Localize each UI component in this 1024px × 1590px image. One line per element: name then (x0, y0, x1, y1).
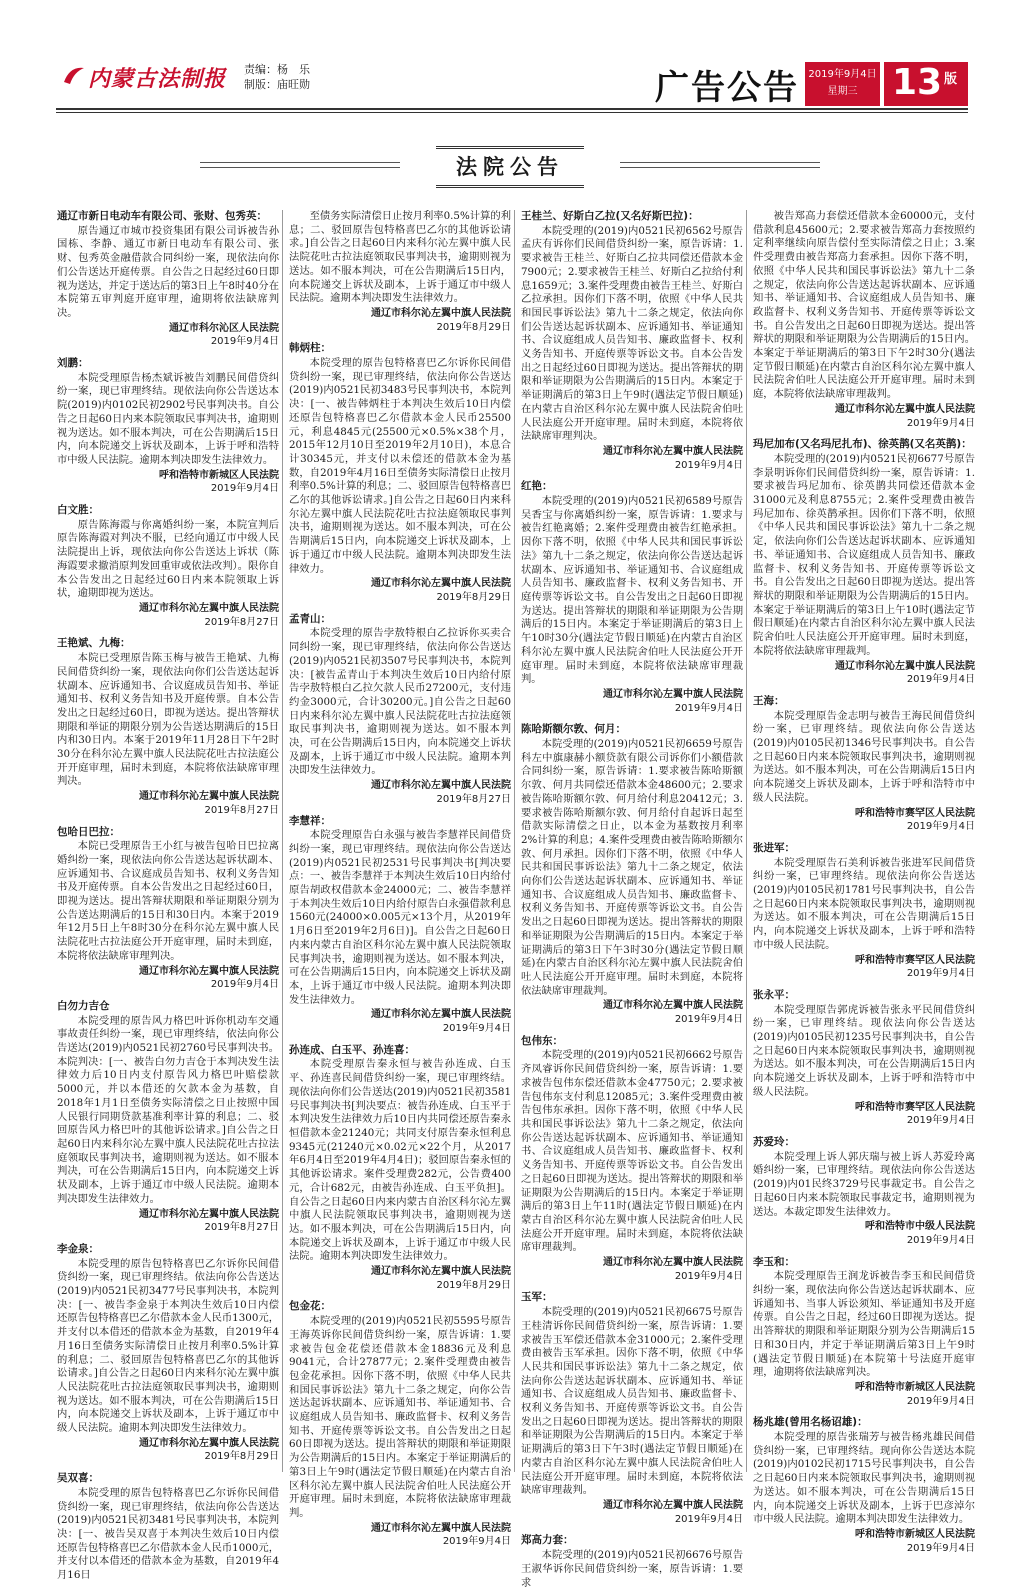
notice-body: 本院受理的(2019)内0521民初6677号原告李景明诉你们民间借贷纠纷一案，原告诉请：1.要求被告玛尼加布、徐英鹊共同偿还借款本金31000元及利息8755元；2.案件受理费由被告玛尼加布、徐英鹊承担。因你们下落不明，依照《中华人民共和国民事诉讼法》第九十二条之规定，依法向你们公告送达起诉状副本、应诉通知书、举证通知书、合议庭组成人员告知书、廉政监督卡、权利义务告知书、开庭传票等诉讼文书。自公告发出之日起60日即视为送达。提出答辩状的期限和举证期限为公告期满后的15日内。本案定于举证期满后的第3日上午10时(遇法定节假日顺延)在内蒙古自治区科尔沁左翼中旗人民法院舍伯吐人民法庭公开开庭审理。届时未到庭，本院将依法缺席审理裁判。 (753, 452, 975, 657)
notice-addressee: 包伟东： (521, 1034, 563, 1047)
court-notice (521, 1291, 743, 1526)
notice-body: 本院受理的(2019)内0521民初6562号原告孟庆有诉你们民间借贷纠纷一案，原告诉请：1.要求被告王桂兰、好斯白乙拉共同偿还借款本金7900元；2.要求被告王桂兰、好斯白乙拉给付利息1659元；3.案件受理费由被告王桂兰、好斯白乙拉承担。因你们下落不明，依照《中华人民共和国民事诉讼法》第九十二条之规定，依法向你们公告送达起诉状副本、应诉通知书、举证通知书、合议庭组成人员告知书、廉政监督卡、权利义务告知书、开庭传票等诉讼文书。自本公告发出之日起经过60日即视为送达。提出答辩状的期限和举证期限为公告期满后的15日内。本案定于举证期满后的第3日上午9时(遇法定节假日顺延)在内蒙古自治区科尔沁左翼中旗人民法院舍伯吐人民法庭公开开庭审理。届时未到庭，本院将依法缺席审理判决。 (521, 224, 743, 443)
issuing-court: 通辽市科尔沁区人民法院 (169, 322, 279, 334)
banner-ornament-right (620, 162, 820, 168)
notice-date: 2019年9月4日 (906, 821, 975, 833)
column-divider (746, 210, 747, 1472)
issuing-court: 通辽市科尔沁左翼中旗人民法院 (371, 780, 511, 792)
issuing-court: 呼和浩特市新城区人民法院 (855, 1528, 975, 1540)
notice-body: 原告通辽市城市投资集团有限公司诉被告孙国栋、李静、通辽市新日电动车有限公司、张财、包秀英金融借款合同纠纷一案，现依法向你们公告送达开庭传票。自公告之日起经过60日即视为送达，并定于送达后的第3日上午8时40分在本院第五审判庭开庭审理，逾期将依法缺席判决。 (57, 224, 279, 319)
notice-addressee: 李金泉： (57, 1242, 99, 1255)
court-notice (753, 989, 975, 1128)
notice-addressee: 李玉和： (753, 1255, 795, 1268)
page-suffix: 版 (944, 72, 958, 87)
notice-addressee: 陈哈斯额尔敦、何月： (521, 723, 626, 736)
section-banner (436, 146, 584, 188)
court-notice (521, 1035, 743, 1284)
court-notice (753, 210, 975, 430)
notice-body: 被告郑高力套偿还借款本金60000元，支付借款利息45600元；2.要求被告郑高力套按照约定利率继续向原告偿付至实际清偿之日止；3.案件受理费由被告郑高力套承担。因你下落不明，依照《中华人民共和国民事诉讼法》第九十二条之规定，依法向你公告送达起诉状副本、应诉通知书、举证通知书、合议庭组成人员告知书、廉政监督卡、权利义务告知书、开庭传票等诉讼文书。自公告发出之日起60日即视为送达。提出答辩状的期限和举证期限为公告期满后的15日内。本案定于举证期满后的第3日下午2时30分(遇法定节假日顺延)在内蒙古自治区科尔沁左翼中旗人民法院舍伯吐人民法庭公开开庭审理。届时未到庭，本院将依法缺席审理裁判。 (753, 210, 975, 401)
notice-body: 本院受理的原告包特格喜巴乙尔诉你民间借贷纠纷一案，现已审理终结。依法向你公告送达(2019)内0521民初3477号民事判决书，本院判决：[一、被告李金泉于本判决生效后10日内偿还原告包特格喜巴乙尔借款本金人民币1300元，并支付以本借还的借款本金为基数，自2019年4月16日至债务实际清偿日止按月利率0.5%计算的利息；二、驳回原告包特格喜巴乙尔的其他诉讼请求。]自公告之日起60日内来科尔沁左翼中旗人民法院花吐古拉法庭领取民事判决书，逾期则视为送达。如不服本判决，可在公告期满后15日内，向本院递交上诉状及副本，上诉于通辽市中级人民法院。逾期本判决即发生法律效力。 (57, 1257, 279, 1435)
court-notice (521, 480, 743, 715)
notice-date: 2019年9月4日 (674, 1014, 743, 1026)
newspaper-logo: 内蒙古法制报 (88, 67, 227, 92)
notice-addressee: 郑高力套： (521, 1534, 574, 1547)
notice-addressee: 王艳斌、九梅： (57, 637, 131, 650)
court-notice (289, 1300, 511, 1549)
issuing-court: 通辽市科尔沁左翼中旗人民法院 (603, 1257, 743, 1269)
court-notice (289, 815, 511, 1036)
court-notice (289, 1044, 511, 1293)
issuing-court: 通辽市科尔沁左翼中旗人民法院 (603, 1000, 743, 1012)
issuing-court: 通辽市科尔沁左翼中旗人民法院 (139, 965, 279, 977)
court-notice (289, 210, 511, 334)
court-notice (57, 637, 279, 817)
header-rule-thin (56, 112, 968, 113)
court-notice (57, 1243, 279, 1464)
notice-addressee: 杨兆雄(曾用名杨诏雄)： (753, 1416, 868, 1429)
notice-addressee: 王桂兰、好斯白乙拉(又名好斯巴拉)： (521, 210, 699, 222)
issuing-court: 通辽市科尔沁左翼中旗人民法院 (139, 1208, 279, 1220)
notice-date: 2019年8月27日 (204, 804, 279, 816)
notice-body: 本院受理的原告风力格巴叶诉你机动车交通事故责任纠纷一案，现已审理终结，依法向你公告送达(2019)内0521民初2760号民事判决书。本院判决：[一、被告白勿力吉仓于本判决发生法律效力后10日内支付原告风力格巴叶赔偿款5000元，并以本借还的欠款本金为基数，自2018年1月1日至债务实际清偿之日止按照中国人民银行同期贷款基准利率计算的利息；二、驳回原告风力格巴叶的其他诉讼请求。]自公告之日起60日内来科尔沁左翼中旗人民法院花吐古拉法庭领取民事判决书，逾期则视为送达。如不服本判决，可在公告期满后15日内，向本院递交上诉状及副本，上诉于通辽市中级人民法院。逾期本判决即发生法律效力。 (57, 1014, 279, 1205)
issuing-court: 通辽市科尔沁左翼中旗人民法院 (603, 688, 743, 700)
notice-date: 2019年9月4日 (210, 483, 279, 495)
issuing-court: 呼和浩特市中级人民法院 (865, 1221, 975, 1233)
issue-date: 2019年9月4日 (808, 69, 877, 80)
notice-body: 本院受理原告石美利诉被告张进军民间借贷纠纷一案，已审理终结。现依法向你公告送达(2019)内0105民初1781号民事判决书，自公告之日起60日内来本院领取民事判决书，逾期则视为送达。如不服本判决，可在公告期满后15日内，向本院递交上诉状及副本，上诉于呼和浩特市中级人民法院。 (753, 856, 975, 951)
notice-date: 2019年8月29日 (436, 1279, 511, 1291)
notice-date: 2019年9月4日 (906, 1115, 975, 1127)
court-notice (753, 1256, 975, 1409)
notice-date: 2019年8月27日 (436, 793, 511, 805)
column-divider (514, 210, 515, 1472)
court-notice (753, 695, 975, 834)
issuing-court: 通辽市科尔沁左翼中旗人民法院 (603, 445, 743, 457)
page-number: 13 (892, 62, 943, 103)
notice-body: 本院受理的原告孛敖特根白乙拉诉你买卖合同纠纷一案，现已审理终结，依法向你公告送达(2019)内0521民初3507号民事判决书，本院判决：[被告孟青山于本判决生效后10日内给付原告孛敖特根白乙拉欠款人民币27200元，支付违约金3000元，合计30200元。]自公告之日起60日内来科尔沁左翼中旗人民法院花吐古拉法庭领取民事判决书，逾期则视为送达。如不服本判决，可在公告期满后15日内，向本院递交上诉状及副本，上诉于通辽市中级人民法院。逾期本判决即发生法律效力。 (289, 627, 511, 777)
court-notice (57, 1472, 279, 1583)
notice-addressee: 包哈日巴拉： (57, 825, 120, 838)
notice-body: 本院受理上诉人郭庆瑞与被上诉人苏爱玲离婚纠纷一案，已审理终结。现依法向你公告送达(2019)内01民终3729号民事裁定书。自公告之日起60日内来本院领取民事裁定书，逾期则视为送达。本裁定即发生法律效力。 (753, 1150, 975, 1218)
notice-body: 本院已受理原告王小红与被告包哈日巴拉离婚纠纷一案，现依法向你公告送达起诉状副本、应诉通知书、合议庭成员告知书、权利义务告知书及开庭传票。自本公告发出之日起经过60日，即视为送达。提出答辩状期限和举证期限分别为公告送达期满后的15日和30日内。本案于2019年12月5日上午8时30分在科尔沁左翼中旗人民法院花吐古拉法庭公开开庭审理，届时未到庭，本院将依法缺席审理判决。 (57, 840, 279, 962)
court-notice (521, 1534, 743, 1590)
notice-addressee: 玉军： (521, 1291, 553, 1304)
notice-date: 2019年8月29日 (204, 1451, 279, 1463)
court-notice (521, 210, 743, 472)
issuing-court: 通辽市科尔沁左翼中旗人民法院 (835, 403, 975, 415)
notice-body: 原告陈海霞与你离婚纠纷一案，本院宣判后原告陈海霞对判决不服，已经向通辽市中级人民法院提出上诉，现依法向你公告送达上诉状（陈海霞要求撤消原判发回重审或依法改判）。限你自本公告发出之日起经过60日内来本院领取上诉状，逾期即视为送达。 (57, 518, 279, 600)
issuing-court: 通辽市科尔沁左翼中旗人民法院 (603, 1499, 743, 1511)
notice-date: 2019年9月4日 (906, 1234, 975, 1246)
designer: 制版：庙旺勋 (244, 78, 310, 91)
issuing-court: 通辽市科尔沁左翼中旗人民法院 (371, 1522, 511, 1534)
notice-addressee: 包金花： (289, 1300, 331, 1313)
notice-date: 2019年9月4日 (442, 1536, 511, 1548)
notice-date: 2019年9月4日 (906, 674, 975, 686)
issuing-court: 通辽市科尔沁左翼中旗人民法院 (371, 307, 511, 319)
notice-date: 2019年9月4日 (674, 459, 743, 471)
notice-body: 本院受理原告杨杰斌诉被告刘鹏民间借贷纠纷一案，现已审理终结。现依法向你公告送达本院(2019)内0102民初2902号民事判决书。自公告之日起60日内来本院领取民事判决书，逾期则视为送达。如不服本判决，可在公告期满后15日内，向本院递交上诉状及副本，上诉于呼和浩特市中级人民法院。逾期本判决即发生法律效力。 (57, 371, 279, 466)
notice-addressee: 孟青山： (289, 612, 331, 625)
banner-title: 法院公告 (456, 155, 564, 179)
court-notice (57, 504, 279, 629)
notice-addressee: 王海： (753, 694, 785, 707)
issuing-court: 呼和浩特市赛罕区人民法院 (855, 807, 975, 819)
notice-addressee: 韩炳柱： (289, 342, 331, 355)
notice-date: 2019年9月4日 (906, 417, 975, 429)
notice-body: 本院已受理原告陈玉梅与被告王艳斌、九梅民间借贷纠纷一案，现依法向你们公告送达起诉状副本、应诉通知书、合议庭成员告知书、举证通知书、权利义务告知书及开庭传票。自本公告发出之日起经过60日，即视为送达。提出答辩状期限和举证的期限分别为公告送达期满后的15日内和30日内。本案于2019年11月28日下午2时30分在科尔沁左翼中旗人民法院花吐古拉法庭公开开庭审理，届时未到庭，本院将依法缺席审理判决。 (57, 652, 279, 788)
notice-body: 本院受理的原告包特格喜巴乙尔诉你民间借贷纠纷一案，现已审理终结，依法向你公告送达(2019)内0521民初3483号民事判决书，本院判决：[一、被告韩炳柱于本判决生效后10日内偿还原告包特格喜巴乙尔借款本金人民币25500元，利息4845元(25500元×0.5%×38个月，2015年12月10日至2019年2月10日)，本息合计30345元，并支付以未偿还的借款本金为基数，自2019年4月16日至债务实际清偿日止按月利率0.5%计算的利息；二、驳回原告包特格喜巴乙尔的其他诉讼请求。]自公告之日起60日内来科尔沁左翼中旗人民法院花吐古拉法庭领取民事判决书，逾期则视为送达。如不服本判决，可在公告期满后15日内，向本院递交上诉状及副本，上诉于通辽市中级人民法院。逾期本判决即发生法律效力。 (289, 357, 511, 575)
notice-date: 2019年9月4日 (674, 1513, 743, 1525)
notice-column-3 (521, 210, 743, 1589)
court-notice (57, 826, 279, 992)
masthead (0, 0, 1024, 125)
banner-ornament-left (200, 162, 400, 168)
notice-date: 2019年9月4日 (442, 1023, 511, 1035)
notice-body: 本院受理的(2019)内0521民初6589号原告吴香宝与你离婚纠纷一案，原告诉请：1.要求与被告红艳离婚；2.案件受理费由被告红艳承担。因你下落不明，依照《中华人民共和国民事诉讼法》第九十二条之规定，依法向你公告送达起诉状副本、应诉通知书、举证通知书、合议庭组成人员告知书、廉政监督卡、权利义务告知书、开庭传票等诉讼文书。自公告发出之日起60日即视为送达。提出答辩状的期限和举证期限为公告期满后的15日内。本案定于举证期满后的第3日上午10时30分(遇法定节假日顺延)在内蒙古自治区科尔沁左翼中旗人民法院舍伯吐人民法庭公开开庭审理。届时未到庭，本院将依法缺席审理裁判。 (521, 495, 743, 686)
notice-body: 本院受理原告白永强与被告李慧祥民间借贷纠纷一案，现已审理终结。现依法向你公告送达(2019)内0521民初2531号民事判决书[判决要点：一、被告李慧祥于本判决生效后10日内给付原告胡政权借款本金24000元；二、被告李慧祥于本判决生效后10日内给付原告白永强借款利息1560元(24000×0.005元×13个月，从2019年1月6日至2019年2月6日)]。自公告之日起60日内来内蒙古自治区科尔沁左翼中旗人民法院领取民事判决书，逾期则视为送达。如不服本判决，可在公告期满后15日内，向本院递交上诉状及副本，上诉于通辽市中级人民法院。逾期本判决即发生法律效力。 (289, 829, 511, 1006)
editor-credits (244, 62, 310, 92)
notice-date: 2019年9月4日 (674, 702, 743, 714)
issuing-court: 通辽市科尔沁左翼中旗人民法院 (835, 660, 975, 672)
notice-column-2 (289, 210, 511, 1548)
notice-column-4 (753, 210, 975, 1554)
issuing-court: 呼和浩特市新城区人民法院 (159, 469, 279, 481)
notice-addressee: 刘鹏： (57, 357, 89, 370)
issuing-court: 通辽市科尔沁左翼中旗人民法院 (371, 578, 511, 590)
notice-body: 本院受理的原告张瑞芳与被告杨兆雄民间借贷纠纷一案，已审理终结。现向你公告送达本院(2019)内0102民初1715号民事判决书，自公告之日起60日内来本院领取民事判决书，逾期则视为送达。如不服本判决，可在公告期满后15日内，向本院递交上诉状及副本，上诉于巴彦淖尔市中级人民法院。逾期本判决即发生法律效力。 (753, 1431, 975, 1526)
notice-addressee: 苏爱玲： (753, 1136, 795, 1148)
notice-date: 2019年9月4日 (210, 336, 279, 348)
notice-addressee: 白勿力吉仓 (57, 999, 110, 1012)
notice-body: 本院受理原告郭虎诉被告张永平民间借贷纠纷一案，已审理终结。现依法向你公告送达(2019)内0105民初1235号民事判决书，自公告之日起60日内来本院领取民事判决书，逾期则视为送达。如不服本判决，可在公告期满后15日内向本院递交上诉状及副本，上诉于呼和浩特市中级人民法院。 (753, 1003, 975, 1098)
issuing-court: 通辽市科尔沁左翼中旗人民法院 (371, 1266, 511, 1278)
notice-date: 2019年9月4日 (674, 1270, 743, 1282)
issuing-court: 通辽市科尔沁左翼中旗人民法院 (139, 602, 279, 614)
notice-date: 2019年8月27日 (204, 1222, 279, 1234)
page-number-box (884, 62, 968, 106)
section-title: 广告公告 (655, 68, 799, 108)
notice-date: 2019年9月4日 (906, 1542, 975, 1554)
notice-date: 2019年9月4日 (210, 979, 279, 991)
issuing-court: 通辽市科尔沁左翼中旗人民法院 (371, 1009, 511, 1021)
issuing-court: 呼和浩特市赛罕区人民法院 (855, 1101, 975, 1113)
court-notice (753, 1136, 975, 1248)
notice-addressee: 红艳： (521, 480, 553, 493)
court-notice (289, 613, 511, 807)
notice-addressee: 吴双喜： (57, 1472, 99, 1485)
issuing-court: 通辽市科尔沁左翼中旗人民法院 (139, 1437, 279, 1449)
notice-addressee: 张永平： (753, 988, 795, 1001)
notice-body: 本院受理的(2019)内0521民初6659号原告科左中旗康赫小额贷款有限公司诉你们小额借款合同纠纷一案，原告诉请：1.要求被告陈哈斯额尔敦、何月共同偿还借款本金48600元；2.要求被告陈哈斯额尔敦、何月给付利息20412元；3.要求被告陈哈斯额尔敦、何月给付自起诉日起至借款实际清偿之日止，以本金为基数按月利率2%计算的利息；4.案件受理费由被告陈哈斯额尔敦、何月承担。因你们下落不明，依照《中华人民共和国民事诉讼法》第九十二条之规定，依法向你们公告送达起诉状副本、应诉通知书、举证通知书、合议庭组成人员告知书、廉政监督卡、权利义务告知书、开庭传票等诉讼文书。自公告发出之日起60日即视为送达。提出答辩状的期限和举证期限为公告期满后的15日内。本案定于举证期满后的第3日下午3时30分(遇法定节假日顺延)在内蒙古自治区科尔沁左翼中旗人民法院舍伯吐人民法庭公开开庭审理。届时未到庭，本院将依法缺席审理裁判。 (521, 738, 743, 997)
notice-body: 本院受理的(2019)内0521民初5595号原告王海英诉你民间借贷纠纷一案，原告诉请：1.要求被告包金花偿还借款本金18836元及利息9041元，合计27877元；2.案件受理费由被告包金花承担。因你下落不明，依照《中华人民共和国民事诉讼法》第九十二条之规定，向你公告送达起诉状副本、应诉通知书、举证通知书、合议庭组成人员告知书、廉政监督卡、权利义务告知书、开庭传票等诉讼文书。自公告发出之日起60日即视为送达。提出答辩状的期限和举证期限为公告期满后的15日内。本案定于举证期满后的第3日上午9时(遇法定节假日顺延)在内蒙古自治区科尔沁左翼中旗人民法院舍伯吐人民法庭公开开庭审理。届时未到庭，本院将依法缺席审理裁判。 (289, 1315, 511, 1519)
notice-date: 2019年9月4日 (906, 1395, 975, 1407)
notice-addressee: 白文胜： (57, 504, 99, 517)
notice-addressee: 通辽市新日电动车有限公司、张财、包秀英： (57, 210, 267, 222)
notice-column-1 (57, 210, 279, 1582)
notice-body: 至债务实际清偿日止按月利率0.5%计算的利息；二、驳回原告包特格喜巴乙尔的其他诉讼请求。]自公告之日起60日内来科尔沁左翼中旗人民法院花吐古拉法庭领取民事判决书，逾期则视为送达。如不服本判决，可在公告期满后15日内，向本院递交上诉状及副本，上诉于通辽市中级人民法院。逾期本判决即发生法律效力。 (289, 210, 511, 305)
notice-body: 本院受理原告金志明与被告王海民间借贷纠纷一案，已审理终结。现依法向你公告送达(2019)内0105民初1346号民事判决书。自公告之日起60日内来本院领取民事判决书，逾期则视为送达。如不服本判决，可在公告期满后15日内向本院递交上诉状及副本，上诉于呼和浩特市中级人民法院。 (753, 709, 975, 804)
notice-date: 2019年8月29日 (436, 591, 511, 603)
notice-addressee: 李慧祥： (289, 814, 331, 827)
newspaper-logo-icon (62, 64, 86, 86)
notice-date: 2019年9月4日 (906, 968, 975, 980)
notice-date: 2019年8月29日 (436, 321, 511, 333)
notice-addressee: 孙连成、白玉平、孙连喜： (289, 1043, 415, 1056)
notice-body: 本院受理原告王润龙诉被告李玉和民间借贷纠纷一案，现依法向你公告送达起诉状副本、应诉通知书、当事人诉讼须知、举证通知书及开庭传票。自公告之日起，经过60日即视为送达。提出答辩状的期限和举证期限分别为公告期满后15日和30日内，并定于举证期满后第3日上午9时(遇法定节假日顺延)在本院第十号法庭开庭审理，逾期将依法缺席判决。 (753, 1270, 975, 1379)
header-rule (56, 108, 968, 110)
issuing-court: 通辽市科尔沁左翼中旗人民法院 (139, 791, 279, 803)
date-box (805, 62, 880, 106)
court-notice (753, 842, 975, 981)
issue-weekday: 星期三 (827, 86, 858, 97)
issuing-court: 呼和浩特市赛罕区人民法院 (855, 954, 975, 966)
notice-body: 本院受理原告秦永恒与被告孙连成、白玉平、孙连喜民间借贷纠纷一案，现已审理终结。现依法向你们公告送达(2019)内0521民初3581号民事判决书[判决要点：被告孙连成、白玉平于本判决发生法律效力后10日内共同偿还原告秦永恒借款本金21240元；共同支付原告秦永恒利息9345元(21240元×0.02元×22个月，从2017年6月4日至2019年4月4日)；驳回原告秦永恒的其他诉讼请求。案件受理费282元，公告费400元，合计682元，由被告孙连成、白玉平负担]。自公告之日起60日内来内蒙古自治区科尔沁左翼中旗人民法院领取民事判决书，逾期则视为送达。如不服本判决，可在公告期满后15日内，向本院递交上诉状及副本，上诉于通辽市中级人民法院。逾期本判决即发生法律效力。 (289, 1058, 511, 1263)
notice-body: 本院受理的(2019)内0521民初6662号原告齐凤睿诉你民间借贷纠纷一案，原告诉请：1.要求被告包伟东偿还借款本金47750元；2.要求被告包伟东支付利息12085元；3.案件受理费由被告包伟东承担。因你下落不明，依照《中华人民共和国民事诉讼法》第九十二条之规定，依法向你公告送达起诉状副本、应诉通知书、举证通知书、合议庭组成人员告知书、廉政监督卡、权利义务告知书、开庭传票等诉讼文书。自公告发出之日起60日即视为送达。提出答辩状的期限和举证期限为公告期满后的15日内。本案定于举证期满后的第3日上午11时(遇法定节假日顺延)在内蒙古自治区科尔沁左翼中旗人民法院舍伯吐人民法庭公开开庭审理。届时未到庭，本院将依法缺席审理裁判。 (521, 1049, 743, 1254)
notice-addressee: 玛尼加布(又名玛尼扎布)、徐英鹊(又名英鹊)： (753, 438, 972, 451)
court-notice (57, 1000, 279, 1235)
notice-body: 本院受理的原告包特格喜巴乙尔诉你民间借贷纠纷一案，现已审理终结，依法向你公告送达(2019)内0521民初3481号民事判决书，本院判决：[一、被告吴双喜于本判决生效后10日内偿还原告包特格喜巴乙尔借款本金人民币1000元，并支付以本借还的借款本金为基数，自2019年4月16日 (57, 1486, 279, 1582)
court-notice (57, 210, 279, 349)
notice-date: 2019年8月27日 (204, 616, 279, 628)
court-notice (753, 438, 975, 687)
court-notice (289, 342, 511, 604)
notice-addressee: 张进军： (753, 841, 795, 854)
editor: 责编：杨 乐 (244, 63, 310, 76)
column-divider (282, 210, 283, 1472)
notice-body: 本院受理的(2019)内0521民初6675号原告王桂清诉你民间借贷纠纷一案，原告诉请：1.要求被告玉军偿还借款本金31000元；2.案件受理费由被告玉军承担。因你下落不明，依照《中华人民共和国民事诉讼法》第九十二条之规定，依法向你公告送达起诉状副本、应诉通知书、举证通知书、合议庭组成人员告知书、廉政监督卡、权利义务告知书、开庭传票等诉讼文书。自公告发出之日起60日即视为送达。提出答辩状的期限和举证期限为公告期满后的15日内。本案定于举证期满后的第3日下午3时(遇法定节假日顺延)在内蒙古自治区科尔沁左翼中旗人民法院舍伯吐人民法庭公开开庭审理。届时未到庭，本院将依法缺席审理裁判。 (521, 1306, 743, 1497)
court-notice (753, 1416, 975, 1555)
court-notice (521, 723, 743, 1026)
notice-body: 本院受理的(2019)内0521民初6676号原告王淑华诉你民间借贷纠纷一案，原告诉请：1.要求 (521, 1549, 743, 1589)
court-notice (57, 357, 279, 496)
issuing-court: 呼和浩特市新城区人民法院 (855, 1381, 975, 1393)
